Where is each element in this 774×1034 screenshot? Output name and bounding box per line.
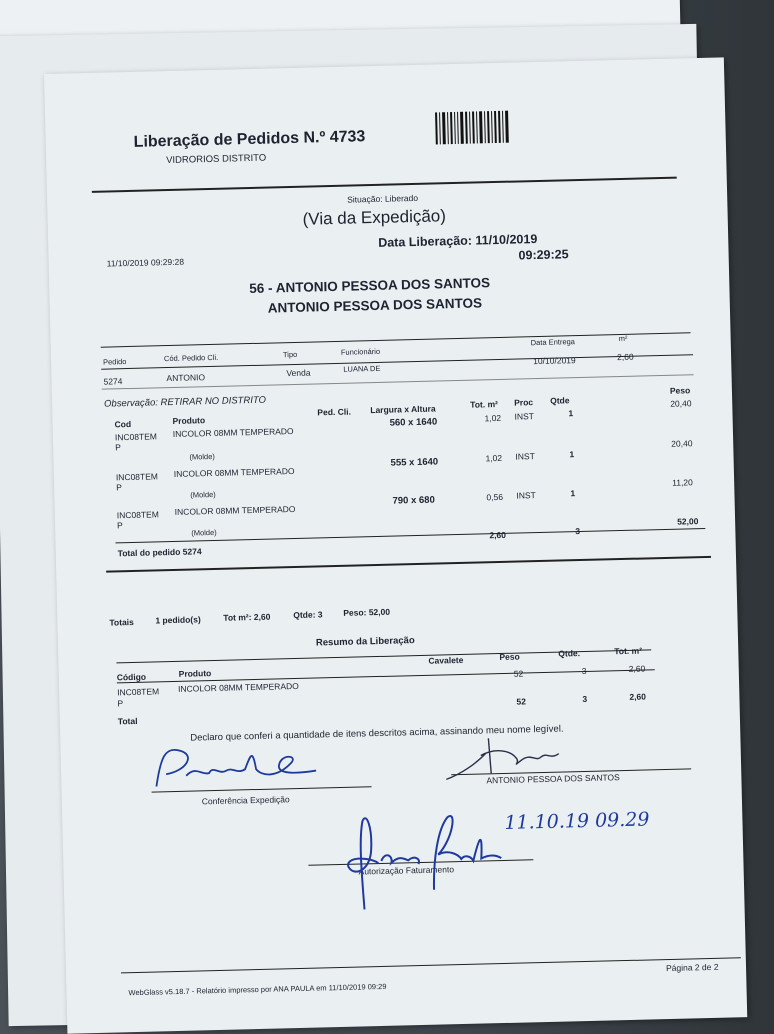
release-document (44, 57, 747, 1033)
item-molde: (Molde) (189, 451, 215, 462)
totals-pedidos: 1 pedido(s) (155, 614, 201, 626)
items-col-produto: Produto (172, 415, 206, 426)
col-data-entrega: Data Entrega (530, 337, 576, 348)
order-tipo: Venda (286, 367, 311, 379)
col-cod-pedido-cli: Cód. Pedido Cli. (163, 352, 219, 364)
summary-col-tot-m2: Tot. m² (614, 645, 643, 657)
totals-label: Totais (109, 616, 134, 628)
document-title: Liberação de Pedidos N.º 4733 (133, 128, 366, 151)
summary-col-produto: Produto (178, 668, 212, 679)
totals-qtde: Qtde: 3 (293, 609, 323, 621)
col-pedido: Pedido (102, 357, 127, 367)
items-col-qtde: Qtde (550, 395, 570, 406)
item-cod: INC08TEM (114, 431, 158, 443)
item-proc: INST (516, 490, 536, 501)
order-funcionario: LUANA DE (343, 363, 381, 374)
conferencia-signature (140, 732, 321, 796)
summary-total-peso: 52 (516, 696, 527, 707)
item-dims: 790 x 680 (392, 494, 435, 507)
col-funcionario: Funcionário (340, 346, 381, 357)
summary-cod: INC08TEM (117, 686, 160, 698)
totals-peso: Peso: 52,00 (343, 606, 391, 618)
item-produto: INCOLOR 08MM TEMPERADO (174, 503, 296, 517)
items-col-peso: Peso (669, 385, 691, 396)
summary-col-codigo: Código (116, 671, 147, 683)
item-produto: INCOLOR 08MM TEMPERADO (172, 426, 294, 439)
client-name-1: 56 - ANTONIO PESSOA DOS SANTOS (249, 275, 491, 297)
item-qtde: 1 (568, 408, 574, 419)
handwritten-date-text: 11.10.19 09.29 (504, 808, 650, 834)
item-cod: INC08TEM (115, 471, 159, 483)
item-tot: 0,56 (486, 491, 504, 503)
order-bottom-rule (106, 556, 711, 572)
item-dims: 560 x 1640 (389, 416, 438, 429)
footer-software: WebGlass v5.18.7 - Relatório impresso por ANA PAULA em 11/10/2019 09:29 (128, 981, 387, 998)
footer-page: Página 2 de 2 (665, 961, 719, 974)
handwritten-date (502, 799, 683, 839)
summary-total-label: Total (117, 715, 138, 727)
item-cod: INC08TEM (116, 509, 159, 521)
totals-tot-m2: Tot m²: 2,60 (223, 611, 271, 623)
items-col-cod: Cod (114, 418, 132, 430)
observation: Observação: RETIRAR NO DISTRITO (103, 394, 267, 410)
item-peso: 20,40 (670, 398, 692, 409)
client-signature-label: ANTONIO PESSOA DOS SANTOS (486, 772, 620, 786)
summary-produto: INCOLOR 08MM TEMPERADO (177, 680, 299, 694)
conferencia-label: Conferência Expedição (201, 794, 290, 807)
order-total-tot: 2,60 (489, 529, 507, 541)
items-col-dims: Largura x Altura (370, 403, 436, 416)
order-cod-cli: ANTONIO (166, 372, 206, 384)
col-tipo: Tipo (282, 349, 298, 360)
via-expedicao: (Via da Expedição) (302, 206, 447, 229)
order-top-rule (101, 332, 691, 347)
summary-total-tot: 2,60 (629, 691, 647, 702)
item-qtde: 1 (570, 488, 576, 499)
declaration-text: Declaro que conferi a quantidade de itens descritos acima, assinando meu nome legível. (190, 723, 564, 744)
item-dims: 555 x 1640 (390, 456, 439, 469)
summary-col-cavalete: Cavalete (428, 654, 464, 666)
order-total-peso: 52,00 (677, 516, 699, 527)
summary-cod-suffix: P (117, 698, 124, 709)
summary-title: Resumo da Liberação (315, 635, 415, 649)
items-col-proc: Proc (514, 397, 534, 408)
summary-peso: 52 (513, 668, 524, 679)
client-name-2: ANTONIO PESSOA DOS SANTOS (267, 295, 483, 316)
col-m2: m² (618, 333, 628, 344)
order-pedido: 5274 (103, 376, 123, 387)
order-m2: 2,60 (616, 351, 634, 363)
summary-col-qtde: Qtde. (558, 648, 581, 659)
header-rule (92, 177, 677, 193)
items-col-tot-m2: Tot. m² (470, 399, 499, 410)
order-total-qtde: 3 (575, 526, 581, 537)
item-cod-suffix: P (116, 520, 123, 531)
items-col-ped-cli: Ped. Cli. (317, 406, 352, 418)
item-peso: 11,20 (672, 477, 693, 488)
summary-col-peso: Peso (499, 651, 520, 663)
barcode (435, 111, 511, 145)
item-molde: (Molde) (190, 489, 216, 500)
summary-qtde: 3 (581, 665, 587, 677)
client-signature (440, 731, 581, 784)
item-cod-suffix: P (115, 482, 122, 493)
item-tot: 1,02 (485, 452, 503, 464)
footer-rule (121, 957, 741, 973)
item-proc: INST (514, 411, 535, 422)
release-time: 09:29:25 (518, 247, 569, 263)
summary-tot: 2,60 (628, 663, 646, 674)
autorizacao-label: Autorização Faturamento (358, 864, 455, 877)
item-cod-suffix: P (115, 442, 121, 453)
release-date: Data Liberação: 11/10/2019 (378, 231, 538, 250)
situation: Situação: Liberado (347, 192, 419, 205)
order-total-label: Total do pedido 5274 (117, 546, 202, 559)
item-produto: INCOLOR 08MM TEMPERADO (173, 465, 295, 479)
printed-at: 11/10/2019 09:29:28 (106, 256, 185, 269)
order-data-entrega: 10/10/2019 (533, 355, 576, 367)
item-tot: 1,02 (484, 412, 502, 424)
item-peso: 20,40 (671, 438, 693, 449)
item-qtde: 1 (569, 449, 575, 460)
summary-total-qtde: 3 (582, 693, 588, 705)
autorizacao-signature (332, 798, 505, 912)
item-proc: INST (515, 451, 535, 462)
item-molde: (Molde) (191, 527, 217, 538)
company-name: VIDRORIOS DISTRITO (166, 152, 267, 167)
